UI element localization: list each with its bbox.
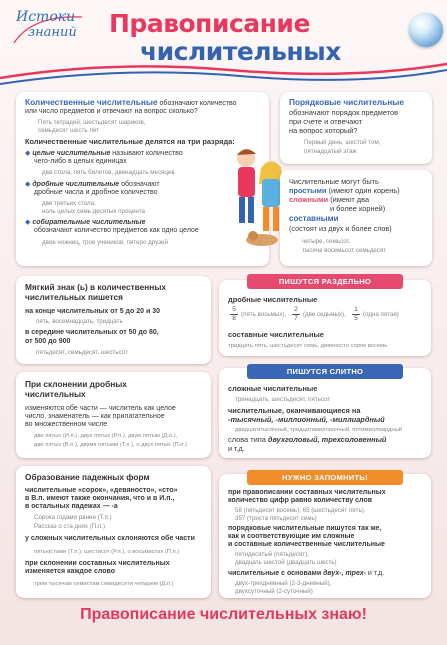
soft-sign-example-2: пятьдесят, семьдесят, шестьсот (36, 349, 128, 356)
globe-icon (409, 13, 443, 47)
cases-l5: при склонении составных числительных (25, 560, 170, 567)
collective-example: двое ножниц, трое учеников, пятеро друзей (42, 239, 168, 246)
collective-item: ◆ собирательные числительные (25, 219, 146, 226)
fraction-declension-example-1: две пятых (И.п.), двух пятых (Р.п.), двум пятым (Д.п.), (34, 433, 178, 439)
structure-l4: и более корней) (330, 204, 386, 213)
cases-title: Образование падежных форм (25, 472, 150, 482)
collective-term: собирательные числительные (32, 219, 146, 226)
quantitative-def-2: или число предметов и отвечают на вопрос сколько? (25, 108, 198, 115)
fraction-2-numerator: 2 (294, 306, 298, 313)
compound-term: составными (289, 214, 339, 223)
separately-compound-example: тридцать пять, шестьдесят семь, девяносто сорок восемь (228, 343, 388, 349)
soft-sign-rule-2a: в середине числительных от 50 до 80, (25, 329, 159, 336)
separately-banner: ПИШУТСЯ РАЗДЕЛЬНО (247, 274, 403, 289)
cases-l2: в В.п. имеют также окончания, что и в И.п., (25, 495, 175, 502)
whole-term: целые числительные (32, 150, 111, 157)
quantitative-example-1: Пять тетрадей, шестьдесят шариков, (38, 119, 146, 126)
remember-l1: при правописании составных числительных (228, 489, 386, 496)
together-example-1: тринадцать, шестьдесят, пятьсот (235, 396, 331, 403)
soft-sign-title-1: Мягкий знак (ь) в количественных (25, 282, 167, 292)
fraction-2-denominator: 7 (294, 315, 298, 322)
fraction-text: обозначают (119, 181, 160, 188)
box-cases (16, 466, 211, 598)
together-example-2: двадцатитысячный, тридцатимиллионный, пятимиллиардный (235, 427, 403, 433)
ordinal-example-2: пятнадцатый этаж (304, 148, 357, 155)
soft-sign-example-1: пять, восемнадцать, тридцать (36, 318, 123, 325)
cases-l3: в остальных падежах — -а (25, 503, 118, 510)
remember-banner: НУЖНО ЗАПОМНИТЬ! (247, 470, 403, 485)
logo-text-1: Истоки (16, 9, 76, 25)
page-title-line1: Правописание (109, 9, 310, 38)
remember-l6 (228, 570, 384, 578)
fraction-example-2: ноль целых семь десятых процента (42, 208, 145, 215)
remember-l6-etc: и т.д. (365, 570, 385, 577)
ordinal-def-3: при счете и отвечают (289, 117, 363, 126)
cases-l6: изменяется каждое слово (25, 568, 115, 575)
fraction-declension-l2: число, знаменатель — как прилагательное (25, 413, 165, 420)
whole-text-2: чего-либо в целых единицах (34, 158, 127, 165)
ordinal-term: Порядковые числительные (289, 97, 404, 107)
fraction-declension-title-2: числительных (25, 389, 86, 399)
remember-example-1: 58 (пятьдесят восемь), 65 (шестьдесят пять), (235, 507, 366, 514)
together-l2: числительные, оканчивающиеся на (228, 406, 361, 415)
cases-example-4: трем тысячам семистам семидесяти четырем (Д.п.) (34, 581, 174, 587)
fraction-declension-l1: изменяются обе части — числитель как целое (25, 405, 176, 412)
simple-text: (имеют один корень) (326, 186, 400, 195)
soft-sign-title-2: числительных пишется (25, 292, 123, 302)
ordinal-def-4: на вопрос который? (289, 126, 358, 135)
fraction-declension-example-2: две пятых (В.п.), двумя пятыми (Т.п.), о двух пятых (П.п.) (34, 442, 187, 448)
structure-l1: Числительные могут быть (289, 177, 379, 186)
structure-l6: (состоят из двух и более слов) (289, 224, 392, 233)
fraction-item: ◆ дробные числительные обозначают (25, 181, 160, 188)
together-l5: и т.д. (228, 444, 245, 453)
fraction-declension-title-1: При склонении дробных (25, 379, 127, 389)
remember-l6-stems: двух-, трех- (323, 570, 366, 577)
footer-slogan: Правописание числительных знаю! (80, 606, 367, 623)
page-title-line2: числительных (140, 37, 341, 66)
structure-example-2: тысяча восемьсот семьдесят (302, 247, 387, 254)
fraction-text-2: дробные числа и дробное количество (34, 189, 158, 196)
remember-example-2: 357 (триста пятьдесят семь) (235, 515, 317, 522)
together-l1: сложные числительные (228, 384, 318, 393)
remember-example-5: двух-трехдневный (2-3-дневный), (235, 580, 332, 587)
quantitative-example-2: семьдесят шесть лет (38, 127, 100, 134)
fraction-1-numerator: 5 (232, 306, 236, 313)
box-fraction-declension (16, 372, 211, 458)
remember-l4: как и соответствующие им сложные (228, 533, 355, 540)
remember-example-3: пятидесятый (пятьдесят), (235, 551, 309, 558)
cases-l4: у сложных числительных склоняются обе части (25, 535, 195, 542)
header-wave (0, 56, 447, 96)
structure-l2 (289, 187, 400, 195)
cases-l1: числительные «сорок», «девяносто», «сто» (25, 487, 178, 494)
fraction-example-1: две третьих стола, (42, 200, 96, 207)
ordinal-example-1: Первый день, шестой том, (304, 139, 381, 146)
fraction-3-text: (одна пятая) (363, 311, 399, 318)
fraction-3-numerator: 1 (354, 306, 358, 313)
fraction-declension-l3: во множественном числе (25, 421, 108, 428)
cases-example-2: Рассказ о ста днях (П.п.) (34, 523, 106, 530)
logo-text-2: знаний (28, 25, 77, 40)
fraction-1-denominator: 8 (232, 315, 236, 322)
remember-example-4: двадцать шестой (двадцать шесть) (235, 559, 337, 566)
together-l4-text: слова типа (228, 435, 268, 444)
box-ordinal (280, 92, 432, 164)
cases-example-1: Сорока годами ранее (Т.п.) (34, 514, 112, 521)
box-structure (280, 170, 432, 266)
collective-text: обозначают количество предметов как одно целое (34, 227, 199, 234)
remember-l5: и составные количественные числительные (228, 541, 385, 548)
remember-l2: количество цифр равно количеству слов (228, 497, 372, 504)
box-together (219, 368, 431, 458)
separately-fraction-title: дробные числительные (228, 295, 318, 304)
whole-example: два стола, пять билетов, двенадцать месяцев (42, 169, 175, 176)
box-soft-sign (16, 276, 211, 364)
remember-l3: порядковые числительные пишутся так же, (228, 525, 382, 532)
logo (12, 9, 92, 43)
structure-l3 (289, 196, 369, 204)
soft-sign-rule-1: на конце числительных от 5 до 20 и 30 (25, 308, 160, 315)
simple-term: простыми (289, 186, 327, 195)
box-remember (219, 474, 431, 598)
remember-example-6: двухсуточный (2-суточный) (235, 588, 313, 595)
fraction-term: дробные числительные (32, 181, 120, 188)
whole-item: ◆ целые числительные называют количество (25, 150, 183, 157)
together-l4 (228, 436, 386, 444)
fraction-3-denominator: 5 (354, 315, 358, 322)
quantitative-def (25, 98, 237, 109)
whole-text: называют количество (110, 150, 183, 157)
together-l3: -тысячный, -миллионный, -миллиардный (228, 415, 385, 424)
separately-compound-title: составные числительные (228, 330, 324, 339)
quantitative-term: Количественные числительные (25, 97, 158, 107)
cases-example-3: пятьюстами (Т.п.); шестисот (Р.п.), о восьмистах (П.п.) (34, 549, 180, 555)
soft-sign-rule-2b: от 500 до 900 (25, 338, 71, 345)
box-separately (219, 277, 431, 356)
complex-term: сложными (289, 195, 329, 204)
ordinal-def-2: обозначают порядок предметов (289, 108, 399, 117)
fraction-1-text: (пять восьмых), (241, 311, 287, 318)
complex-text: (имеют два (328, 195, 370, 204)
together-banner: ПИШУТСЯ СЛИТНО (247, 364, 403, 379)
remember-l6-text: числительные с основами (228, 570, 324, 577)
structure-example-1: четыре, семьсот, (302, 238, 351, 245)
together-l4-examples: двухголовый, трехсоловенный (267, 435, 387, 444)
quantitative-def-text: обозначают количество (157, 100, 237, 107)
quantitative-groups: Количественные числительные делятся на три разряда: (25, 137, 235, 146)
fraction-2-text: (две седьмых), (303, 311, 346, 318)
